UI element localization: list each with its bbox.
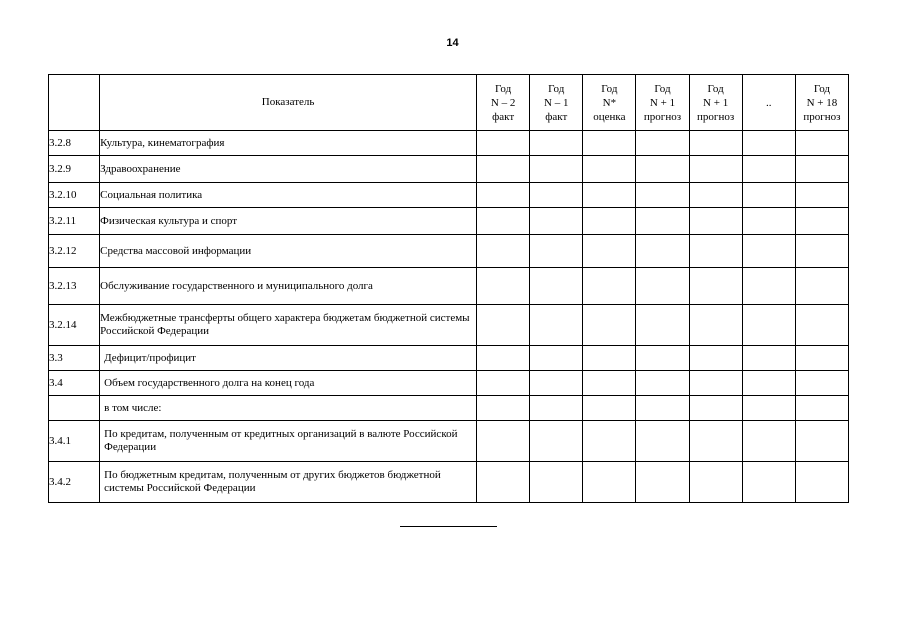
value-cell — [689, 183, 742, 208]
value-cell — [742, 462, 795, 503]
value-cell — [530, 305, 583, 346]
value-cell — [795, 462, 848, 503]
value-cell — [742, 235, 795, 268]
value-cell — [636, 131, 689, 156]
value-cell — [795, 208, 848, 235]
table-row — [49, 131, 849, 156]
row-label: Средства массовой информации — [100, 235, 477, 268]
value-cell — [530, 235, 583, 268]
header-year-n-plus-18: Год N + 18 прогноз — [795, 75, 848, 131]
header-year-n: Год N* оценка — [583, 75, 636, 131]
value-cell — [742, 396, 795, 421]
header-year-n-plus-1: Год N + 1 прогноз — [636, 75, 689, 131]
value-cell — [689, 235, 742, 268]
table-row — [49, 235, 849, 268]
value-cell — [742, 131, 795, 156]
value-cell — [742, 421, 795, 462]
value-cell — [477, 371, 530, 396]
value-cell — [636, 156, 689, 183]
value-cell — [583, 396, 636, 421]
table-row — [49, 462, 849, 503]
value-cell — [636, 462, 689, 503]
table-row — [49, 396, 849, 421]
header-ellipsis: .. — [742, 75, 795, 131]
value-cell — [477, 235, 530, 268]
row-label: По бюджетным кредитам, полученным от других бюджетов бюджетной системы Российской Федерации — [100, 462, 477, 503]
value-cell — [583, 268, 636, 305]
table-row — [49, 305, 849, 346]
row-label: Социальная политика — [100, 183, 477, 208]
value-cell — [689, 208, 742, 235]
value-cell — [530, 346, 583, 371]
value-cell — [689, 131, 742, 156]
value-cell — [689, 371, 742, 396]
value-cell — [530, 183, 583, 208]
value-cell — [530, 268, 583, 305]
value-cell — [477, 268, 530, 305]
value-cell — [795, 421, 848, 462]
value-cell — [477, 396, 530, 421]
value-cell — [689, 396, 742, 421]
value-cell — [795, 235, 848, 268]
row-number: 3.4.1 — [49, 421, 100, 462]
row-number: 3.4.2 — [49, 462, 100, 503]
value-cell — [689, 462, 742, 503]
row-number: 3.2.14 — [49, 305, 100, 346]
row-number: 3.4 — [49, 371, 100, 396]
row-label: Объем государственного долга на конец года — [100, 371, 477, 396]
row-number: 3.2.13 — [49, 268, 100, 305]
row-label: Культура, кинематография — [100, 131, 477, 156]
row-label: Физическая культура и спорт — [100, 208, 477, 235]
value-cell — [477, 305, 530, 346]
value-cell — [477, 156, 530, 183]
row-number: 3.2.8 — [49, 131, 100, 156]
value-cell — [530, 131, 583, 156]
value-cell — [583, 462, 636, 503]
value-cell — [742, 156, 795, 183]
value-cell — [795, 156, 848, 183]
value-cell — [742, 346, 795, 371]
table-row — [49, 208, 849, 235]
value-cell — [636, 208, 689, 235]
value-cell — [636, 371, 689, 396]
value-cell — [795, 183, 848, 208]
value-cell — [636, 396, 689, 421]
header-number-cell — [49, 75, 100, 131]
header-year-n-plus-1-second: Год N + 1 прогноз — [689, 75, 742, 131]
row-label: По кредитам, полученным от кредитных организаций в валюте Российской Федерации — [100, 421, 477, 462]
value-cell — [795, 305, 848, 346]
value-cell — [795, 371, 848, 396]
value-cell — [636, 235, 689, 268]
row-number: 3.2.9 — [49, 156, 100, 183]
row-label: Обслуживание государственного и муниципального долга — [100, 268, 477, 305]
table-row — [49, 421, 849, 462]
table-row — [49, 156, 849, 183]
value-cell — [689, 346, 742, 371]
row-number: 3.2.11 — [49, 208, 100, 235]
page-number: 14 — [446, 37, 459, 49]
row-number — [49, 396, 100, 421]
row-label: в том числе: — [100, 396, 477, 421]
value-cell — [742, 305, 795, 346]
value-cell — [530, 396, 583, 421]
header-year-n-minus-2: Год N – 2 факт — [477, 75, 530, 131]
value-cell — [477, 346, 530, 371]
row-number: 3.2.10 — [49, 183, 100, 208]
value-cell — [583, 421, 636, 462]
table-header-row — [49, 75, 849, 131]
value-cell — [477, 421, 530, 462]
value-cell — [530, 371, 583, 396]
row-label: Межбюджетные трансферты общего характера бюджетам бюджетной системы Российской Федерации — [100, 305, 477, 346]
table-row — [49, 346, 849, 371]
value-cell — [636, 346, 689, 371]
row-number: 3.3 — [49, 346, 100, 371]
value-cell — [477, 462, 530, 503]
value-cell — [583, 371, 636, 396]
header-year-n-minus-1: Год N – 1 факт — [530, 75, 583, 131]
value-cell — [689, 156, 742, 183]
value-cell — [636, 421, 689, 462]
value-cell — [742, 183, 795, 208]
value-cell — [636, 305, 689, 346]
table-row — [49, 183, 849, 208]
value-cell — [583, 131, 636, 156]
value-cell — [477, 183, 530, 208]
value-cell — [636, 183, 689, 208]
value-cell — [583, 156, 636, 183]
value-cell — [742, 268, 795, 305]
row-label: Здравоохранение — [100, 156, 477, 183]
value-cell — [795, 396, 848, 421]
value-cell — [742, 371, 795, 396]
value-cell — [583, 346, 636, 371]
value-cell — [530, 421, 583, 462]
value-cell — [583, 305, 636, 346]
value-cell — [689, 305, 742, 346]
footnote-separator-rule — [400, 526, 497, 527]
table-row — [49, 371, 849, 396]
value-cell — [795, 268, 848, 305]
value-cell — [477, 131, 530, 156]
value-cell — [583, 183, 636, 208]
value-cell — [689, 421, 742, 462]
value-cell — [742, 208, 795, 235]
table-row — [49, 268, 849, 305]
indicators-table — [48, 74, 849, 503]
value-cell — [477, 208, 530, 235]
value-cell — [795, 131, 848, 156]
value-cell — [636, 268, 689, 305]
value-cell — [530, 208, 583, 235]
value-cell — [583, 235, 636, 268]
value-cell — [689, 268, 742, 305]
value-cell — [583, 208, 636, 235]
row-number: 3.2.12 — [49, 235, 100, 268]
value-cell — [530, 156, 583, 183]
row-label: Дефицит/профицит — [100, 346, 477, 371]
header-indicator: Показатель — [100, 75, 477, 131]
value-cell — [530, 462, 583, 503]
value-cell — [795, 346, 848, 371]
